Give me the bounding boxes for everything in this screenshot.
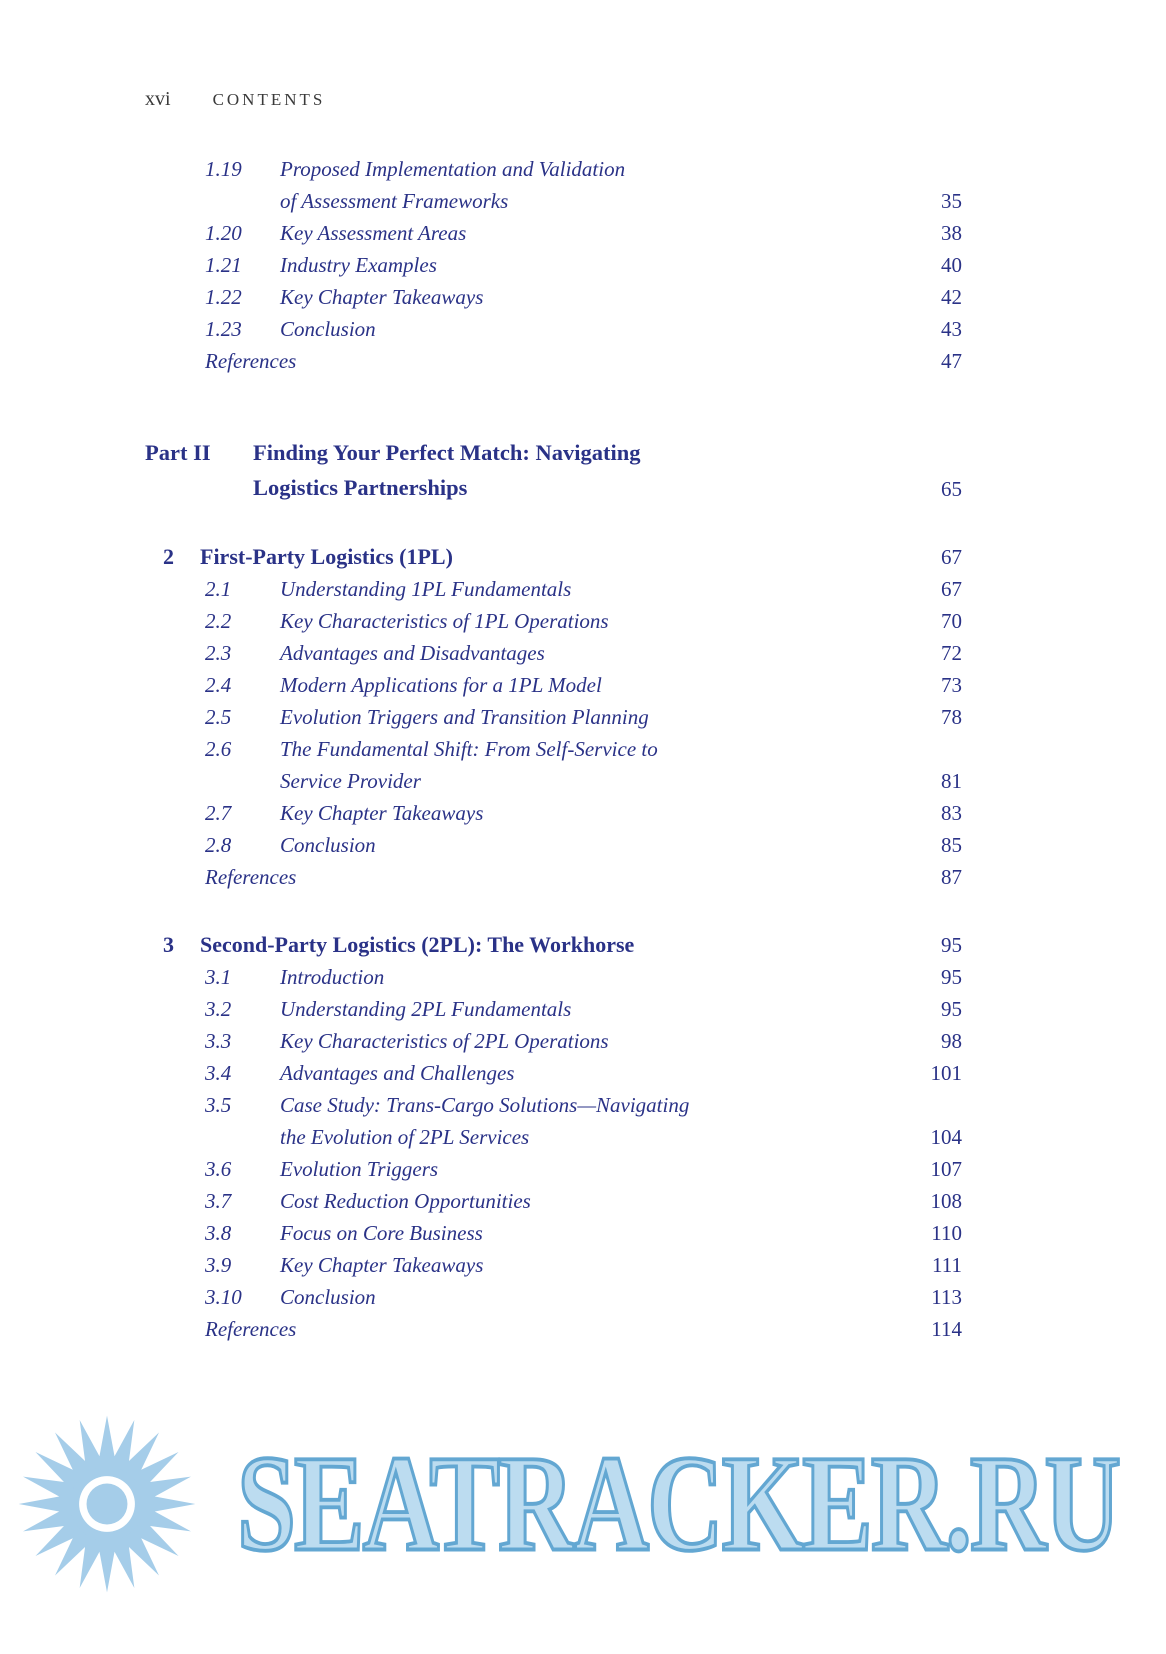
toc-entry bbox=[145, 797, 962, 829]
toc-references bbox=[145, 1313, 962, 1345]
toc-entry-title-line: Modern Applications for a 1PL Model bbox=[280, 673, 602, 697]
toc-entry-number: 2.8 bbox=[205, 833, 232, 857]
toc-list bbox=[145, 153, 962, 1345]
toc-entry-number: 1.23 bbox=[205, 317, 242, 341]
toc-entry-title bbox=[280, 1185, 917, 1217]
toc-chapter-title: Second-Party Logistics (2PL): The Workhorse bbox=[200, 932, 635, 957]
toc-entry-title bbox=[280, 1217, 917, 1249]
toc-entry-number: 3.8 bbox=[205, 1221, 232, 1245]
toc-entry-title-line: Key Characteristics of 2PL Operations bbox=[280, 1029, 609, 1053]
toc-entry-page: 70 bbox=[941, 609, 962, 633]
toc-entry-title bbox=[280, 217, 927, 249]
toc-entry-number: 2.3 bbox=[205, 641, 232, 665]
toc-entry-title-line: Key Chapter Takeaways bbox=[280, 801, 484, 825]
toc-entry-title-line: Key Chapter Takeaways bbox=[280, 285, 484, 309]
toc-entry bbox=[145, 1281, 962, 1313]
toc-entry bbox=[145, 1217, 962, 1249]
toc-entry-page: 43 bbox=[941, 317, 962, 341]
toc-entry-title bbox=[280, 637, 927, 669]
toc-entry bbox=[145, 1185, 962, 1217]
toc-entry-title-line: Conclusion bbox=[280, 833, 376, 857]
toc-part-title-line: Finding Your Perfect Match: Navigating bbox=[253, 440, 641, 465]
toc-entry-title bbox=[280, 1153, 917, 1185]
sun-icon bbox=[14, 1406, 200, 1602]
toc-entry-title-line: Key Assessment Areas bbox=[280, 221, 467, 245]
toc-entry bbox=[145, 733, 962, 797]
toc-entry-number: 2.6 bbox=[205, 737, 232, 761]
toc-entry-title bbox=[280, 961, 927, 993]
toc-entry-title-line: Advantages and Disadvantages bbox=[280, 641, 545, 665]
toc-entry-page: 85 bbox=[941, 833, 962, 857]
toc-entry bbox=[145, 637, 962, 669]
toc-entry-title-line: Service Provider bbox=[280, 769, 421, 793]
toc-entry-number: 3.7 bbox=[205, 1189, 232, 1213]
toc-entry-title-line: Cost Reduction Opportunities bbox=[280, 1189, 531, 1213]
toc-entry bbox=[145, 829, 962, 861]
toc-entry bbox=[145, 1153, 962, 1185]
toc-entry-title bbox=[280, 733, 927, 797]
toc-entry-number: 3.3 bbox=[205, 1029, 232, 1053]
toc-entry-title-line: Conclusion bbox=[280, 1285, 376, 1309]
toc-entry-page: 95 bbox=[941, 965, 962, 989]
toc-entry-title bbox=[280, 1025, 927, 1057]
toc-entry-page: 108 bbox=[930, 1189, 962, 1213]
toc-entry-page: 40 bbox=[941, 253, 962, 277]
toc-entry-title bbox=[280, 701, 927, 733]
toc-part-title-line: Logistics Partnerships bbox=[253, 475, 468, 500]
toc-entry-number: 1.19 bbox=[205, 157, 242, 181]
toc-entry-title-line: The Fundamental Shift: From Self-Service to bbox=[280, 737, 658, 761]
toc-entry-number: 3.6 bbox=[205, 1157, 232, 1181]
toc-entry-page: 72 bbox=[941, 641, 962, 665]
toc-chapter-page: 95 bbox=[941, 933, 962, 957]
toc-entry-number: 1.22 bbox=[205, 285, 242, 309]
toc-entry-title bbox=[280, 313, 927, 345]
toc-entry-page: 95 bbox=[941, 997, 962, 1021]
toc-entry-number: 3.1 bbox=[205, 965, 232, 989]
toc-chapter-number: 3 bbox=[163, 932, 174, 957]
toc-entry-title-line: the Evolution of 2PL Services bbox=[280, 1125, 530, 1149]
toc-entry-number: 2.5 bbox=[205, 705, 232, 729]
toc-entry-page: 81 bbox=[941, 769, 962, 793]
toc-entry-title bbox=[280, 1057, 917, 1089]
toc-chapter-number: 2 bbox=[163, 544, 174, 569]
toc-entry-title bbox=[280, 249, 927, 281]
toc-entry bbox=[145, 281, 962, 313]
toc-entry-page: 67 bbox=[941, 577, 962, 601]
toc-entry-page: 83 bbox=[941, 801, 962, 825]
toc-entry-title bbox=[280, 153, 927, 217]
toc-chapter-title: First-Party Logistics (1PL) bbox=[200, 544, 453, 569]
toc-entry-title bbox=[280, 1281, 917, 1313]
toc-entry-title-line: Introduction bbox=[280, 965, 385, 989]
toc-entry-number: 3.4 bbox=[205, 1061, 232, 1085]
toc-entry bbox=[145, 573, 962, 605]
toc-entry-title-line: Understanding 1PL Fundamentals bbox=[280, 577, 572, 601]
toc-entry bbox=[145, 153, 962, 217]
toc-entry-title-line: Evolution Triggers bbox=[280, 1157, 439, 1181]
toc-references-page: 47 bbox=[941, 349, 962, 373]
page-folio: xvi bbox=[145, 88, 171, 110]
toc-references bbox=[145, 861, 962, 893]
toc-entry-title bbox=[280, 573, 927, 605]
toc-entry bbox=[145, 669, 962, 701]
toc-references-label: References bbox=[205, 865, 297, 889]
toc-entry-title-line: of Assessment Frameworks bbox=[280, 189, 509, 213]
toc-entry-title-line: Conclusion bbox=[280, 317, 376, 341]
toc-part-page: 65 bbox=[941, 477, 962, 501]
toc-entry bbox=[145, 1089, 962, 1153]
toc-entry-page: 110 bbox=[931, 1221, 962, 1245]
toc-entry-title bbox=[280, 797, 927, 829]
toc-entry-title bbox=[280, 993, 927, 1025]
toc-entry-number: 3.10 bbox=[205, 1285, 242, 1309]
toc-entry-title-line: Focus on Core Business bbox=[280, 1221, 483, 1245]
toc-entry-title bbox=[280, 1089, 917, 1153]
toc-entry-title-line: Evolution Triggers and Transition Planning bbox=[280, 705, 649, 729]
toc-part-label: Part II bbox=[145, 440, 211, 465]
toc-entry-title bbox=[280, 605, 927, 637]
toc-entry-number: 2.2 bbox=[205, 609, 232, 633]
toc-references-label: References bbox=[205, 349, 297, 373]
toc-entry-number: 2.1 bbox=[205, 577, 232, 601]
toc-entry-page: 111 bbox=[932, 1253, 962, 1277]
toc-chapter-heading bbox=[145, 540, 962, 573]
watermark-text: SEATRACKER.RU bbox=[237, 1427, 1119, 1580]
toc-entry bbox=[145, 1057, 962, 1089]
toc-entry-page: 113 bbox=[931, 1285, 962, 1309]
toc-entry-title bbox=[280, 669, 927, 701]
toc-entry-page: 35 bbox=[941, 189, 962, 213]
toc-entry-page: 104 bbox=[930, 1125, 962, 1149]
toc-entry-title-line: Case Study: Trans-Cargo Solutions—Navigating bbox=[280, 1093, 690, 1117]
toc-entry bbox=[145, 1249, 962, 1281]
toc-entry-number: 3.2 bbox=[205, 997, 232, 1021]
running-head-title: CONTENTS bbox=[212, 90, 326, 109]
toc-entry-title-line: Proposed Implementation and Validation bbox=[280, 157, 626, 181]
toc-entry bbox=[145, 993, 962, 1025]
toc-references-label: References bbox=[205, 1317, 297, 1341]
toc-entry-number: 1.20 bbox=[205, 221, 242, 245]
toc-entry-page: 107 bbox=[930, 1157, 962, 1181]
toc-part-title bbox=[253, 435, 927, 505]
toc-entry bbox=[145, 701, 962, 733]
toc-references-page: 87 bbox=[941, 865, 962, 889]
toc-entry-page: 38 bbox=[941, 221, 962, 245]
toc-entry-title bbox=[280, 281, 927, 313]
toc-entry bbox=[145, 961, 962, 993]
toc-entry-number: 2.7 bbox=[205, 801, 232, 825]
toc-entry bbox=[145, 249, 962, 281]
toc-entry bbox=[145, 313, 962, 345]
toc-entry-title bbox=[280, 829, 927, 861]
toc-chapter-heading bbox=[145, 928, 962, 961]
toc-entry-title-line: Advantages and Challenges bbox=[280, 1061, 515, 1085]
toc-entry bbox=[145, 605, 962, 637]
toc-entry-title-line: Industry Examples bbox=[280, 253, 437, 277]
toc-chapter-page: 67 bbox=[941, 545, 962, 569]
running-head bbox=[145, 88, 962, 111]
toc-entry bbox=[145, 1025, 962, 1057]
toc-entry-title-line: Key Characteristics of 1PL Operations bbox=[280, 609, 609, 633]
toc-entry-page: 73 bbox=[941, 673, 962, 697]
toc-references-page: 114 bbox=[931, 1317, 962, 1341]
toc-entry-title-line: Understanding 2PL Fundamentals bbox=[280, 997, 572, 1021]
toc-entry-title-line: Key Chapter Takeaways bbox=[280, 1253, 484, 1277]
toc-entry-number: 2.4 bbox=[205, 673, 232, 697]
toc-references bbox=[145, 345, 962, 377]
toc-entry-page: 78 bbox=[941, 705, 962, 729]
toc-entry-number: 3.5 bbox=[205, 1093, 232, 1117]
toc-entry bbox=[145, 217, 962, 249]
toc-entry-page: 101 bbox=[930, 1061, 962, 1085]
toc-entry-number: 1.21 bbox=[205, 253, 242, 277]
toc-entry-title bbox=[280, 1249, 918, 1281]
toc-entry-page: 98 bbox=[941, 1029, 962, 1053]
toc-entry-number: 3.9 bbox=[205, 1253, 232, 1277]
toc-entry-page: 42 bbox=[941, 285, 962, 309]
toc-part-heading bbox=[145, 435, 962, 505]
watermark bbox=[14, 1406, 1156, 1602]
